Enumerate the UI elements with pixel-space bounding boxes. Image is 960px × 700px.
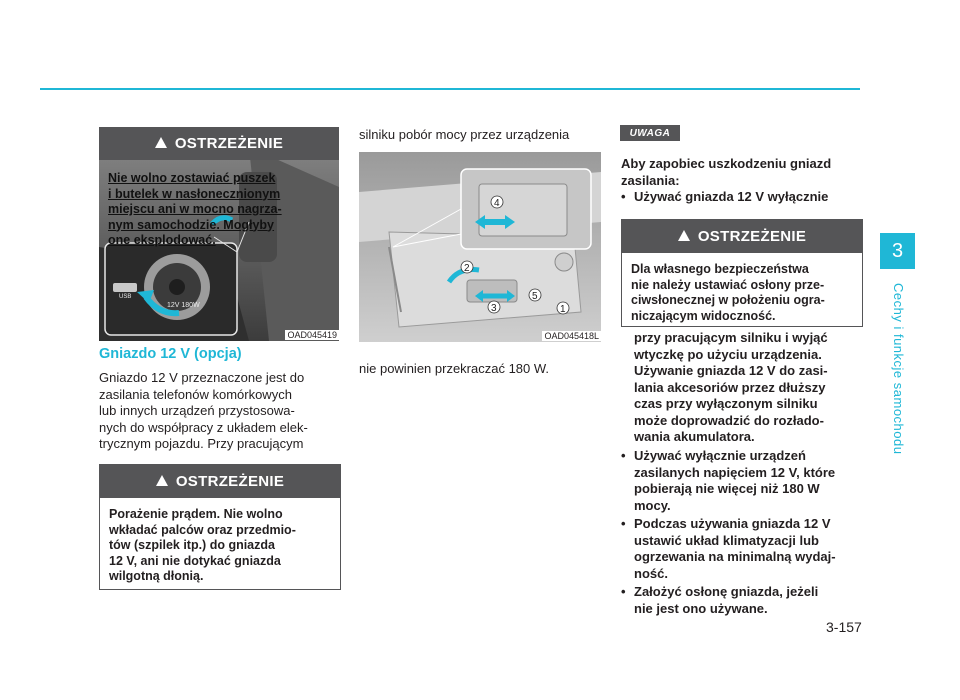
warning-line: i butelek w nasłonecznionym (108, 186, 281, 201)
warning-title: OSTRZEŻENIE (175, 473, 285, 490)
chapter-tab (880, 233, 915, 269)
warning-line: wkładać palców oraz przedmio- (109, 522, 296, 537)
warning-line: Porażenie prądem. Nie wolno (109, 507, 283, 521)
paragraph-line: trycznym pojazdu. Przy pracującym (99, 436, 304, 451)
bullet-1-continuation (634, 330, 861, 446)
warning-line: one eksplodować. (108, 233, 216, 247)
bullet-line: ogrzewania na minimalną wydaj- (634, 549, 836, 564)
bullet-mark: • (621, 584, 626, 599)
page-number: 3-157 (826, 619, 862, 635)
bullet-1 (621, 189, 861, 206)
warning-line: nym samochodzie. Mogłyby (108, 217, 275, 232)
callout-4: 4 (494, 198, 500, 209)
socket-paragraph (99, 370, 339, 453)
bullet-3 (621, 516, 861, 582)
paragraph-line: lub innych urządzeń przystosowa- (99, 403, 295, 418)
warning-text (622, 253, 862, 332)
bullet-text (621, 516, 861, 582)
header-rule (40, 88, 860, 90)
warning-line: miejscu ani w mocno nagrza- (108, 202, 282, 216)
bullet-line: Używanie gniazda 12 V do zasi- (634, 363, 828, 378)
middle-bottom-text: nie powinien przekraczać 180 W. (359, 361, 550, 376)
warning-line: Nie wolno zostawiać puszek (108, 171, 276, 185)
chapter-side-title (892, 283, 908, 453)
note-heading-line: zasilania: (621, 172, 680, 188)
warning-line: 12 V, ani nie dotykać gniazda (109, 553, 281, 568)
warning-line: niczającym widoczność. (631, 308, 776, 323)
warning-line: nie należy ustawiać osłony prze- (631, 277, 825, 292)
bullet-line: lania akcesoriów przez dłuższy (634, 379, 826, 395)
callout-1: 1 (560, 304, 566, 315)
warning-line: tów (szpilek itp.) do gniazda (109, 538, 275, 552)
warning-header (622, 220, 862, 253)
warning-text (100, 498, 340, 593)
bullet-line: wania akumulatora. (634, 429, 755, 444)
image-code: OAD045419 (287, 330, 337, 340)
sun-visor-photo (359, 152, 601, 342)
callout-5: 5 (532, 291, 538, 302)
paragraph-line: zasilania telefonów komórkowych (99, 386, 292, 402)
warning-header (100, 465, 340, 498)
warning-icon (156, 475, 168, 486)
warning-line: ciwsłonecznej w położeniu ogra- (631, 293, 825, 307)
paragraph-line: Gniazdo 12 V przeznaczone jest do (99, 370, 305, 385)
bullet-line: ność. (634, 565, 668, 581)
warning-text (99, 160, 339, 257)
section-title: Gniazdo 12 V (opcja) (99, 346, 242, 362)
callout-2: 2 (464, 263, 470, 274)
warning-title: OSTRZEŻENIE (697, 228, 807, 245)
bullet-text (621, 584, 861, 617)
bullet-text: Używać gniazda 12 V wyłącznie (634, 189, 829, 204)
callout-3: 3 (491, 303, 497, 314)
bullet-line: zasilanych napięciem 12 V, które (634, 464, 836, 480)
chapter-title: Cechy i funkcje samochodu (891, 283, 906, 455)
bullet-line: pobierają nie więcej niż 180 W (634, 481, 820, 496)
bullet-line: przy pracującym silniku i wyjąć (634, 330, 828, 345)
warning-line: wilgotną dłonią. (109, 569, 204, 583)
bullet-line: ustawić układ klimatyzacji lub (634, 532, 819, 548)
warning-icon (678, 230, 690, 241)
uwaga-badge: UWAGA (620, 125, 680, 141)
bullet-line: wtyczkę po użyciu urządzenia. (634, 346, 822, 362)
note-heading-line: Aby zapobiec uszkodzeniu gniazd (621, 156, 832, 171)
bullet-4 (621, 584, 861, 617)
note-heading (621, 156, 861, 189)
warning-line: Dla własnego bezpieczeństwa (631, 262, 809, 276)
bullet-text (621, 448, 861, 514)
bullet-line: czas przy wyłączonym silniku (634, 396, 818, 411)
sun-visor-drawing (359, 152, 601, 342)
warning-box-3 (621, 219, 863, 327)
socket-label: 12V 180W (167, 302, 200, 309)
bullet-line: mocy. (634, 497, 671, 513)
image-code: OAD045418L (544, 331, 599, 341)
warning-header (99, 127, 339, 160)
bullet-2 (621, 448, 861, 514)
bullet-mark: • (621, 448, 626, 463)
bullet-line: Założyć osłonę gniazda, jeżeli (634, 584, 819, 599)
warning-title: OSTRZEŻENIE (174, 135, 284, 152)
bullet-mark: • (621, 189, 626, 204)
bullet-line: może doprowadzić do rozłado- (634, 412, 824, 428)
bullet-mark: • (621, 516, 626, 531)
chapter-number: 3 (891, 239, 904, 262)
bullet-line: nie jest ono używane. (634, 600, 768, 616)
warning-icon (155, 137, 167, 148)
warning-box-1 (99, 127, 339, 257)
paragraph-line: nych do współpracy z układem elek- (99, 419, 308, 435)
usb-label: USB (119, 294, 132, 300)
middle-top-text: silniku pobór mocy przez urządzenia (359, 127, 570, 142)
warning-box-2 (99, 464, 341, 590)
bullet-line: Używać wyłącznie urządzeń (634, 448, 806, 463)
bullet-line: Podczas używania gniazda 12 V (634, 516, 831, 531)
